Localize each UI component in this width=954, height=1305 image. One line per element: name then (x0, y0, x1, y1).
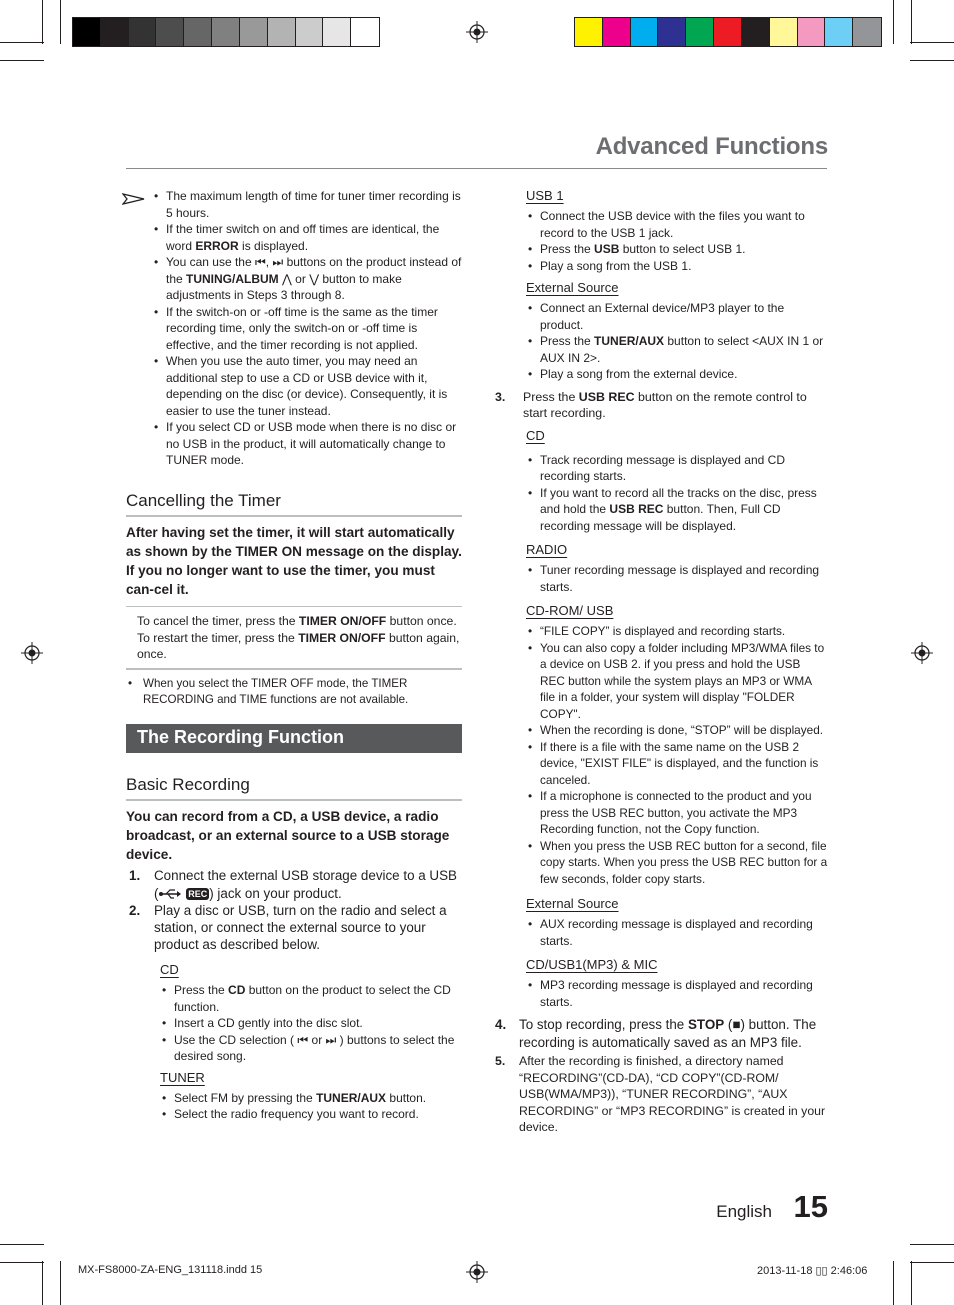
text: To stop recording, press the (519, 1017, 688, 1032)
color-swatch (323, 18, 351, 46)
basic-recording-intro: You can record from a CD, a USB device, a radio broadcast, or an external source to a USB storage device. (126, 809, 450, 862)
list-item: • “FILE COPY” is displayed and recording starts. (526, 623, 828, 640)
cancel-timer-section (126, 491, 462, 709)
list-item: • The maximum length of time for tuner timer recording is 5 hours. (152, 188, 464, 221)
process-color-bar (574, 17, 882, 47)
heading-divider (126, 515, 462, 517)
heading-divider (126, 799, 462, 801)
list-item: • Select FM by pressing the TUNER/AUX button. (160, 1090, 462, 1107)
text: button once. (386, 614, 457, 628)
source-label-tuner: TUNER (160, 1069, 205, 1085)
timer-notes-list (152, 188, 464, 469)
record-label-mic: CD/USB1(MP3) & MIC (526, 957, 658, 972)
step-3 (495, 389, 828, 422)
color-swatch (101, 18, 129, 46)
color-swatch (575, 18, 603, 46)
list-item: • You can use the ⏮, ⏭ buttons on the product instead of the TUNING/ALBUM ⋀ or ⋁ button to make adjustments in Steps 3 through 8. (152, 254, 464, 304)
color-swatch (686, 18, 714, 46)
note-pencil-icon (122, 192, 146, 206)
color-swatch (658, 18, 686, 46)
registration-mark-icon (466, 21, 488, 43)
color-swatch (184, 18, 212, 46)
color-swatch (73, 18, 101, 46)
record-label-cd: CD (526, 427, 545, 443)
list-item: • Use the CD selection ( ⏮ or ⏭ ) buttons to select the desired song. (160, 1032, 462, 1065)
list-item: • Press the USB button to select USB 1. (526, 241, 828, 258)
record-label-external: External Source (526, 896, 619, 911)
tuner-instructions (160, 1090, 462, 1123)
source-label-cd: CD (160, 962, 179, 977)
page-number: 15 (793, 1189, 828, 1224)
color-swatch (770, 18, 798, 46)
list-item: • If the switch-on or -off time is the same as the timer recording time, only the switch-on or -off time is effective, and the timer recording is not applied. (152, 304, 464, 354)
color-swatch (296, 18, 324, 46)
cancel-timer-instructions (126, 606, 462, 663)
text: (■) button. The recording is automatically saved as an MP3 file. (519, 1017, 817, 1050)
color-swatch (268, 18, 296, 46)
section-heading: Basic Recording (126, 775, 250, 794)
text: To restart the timer, press the (137, 630, 299, 645)
text: button again, once. (137, 630, 460, 661)
text: ) jack on your product. (209, 885, 342, 901)
cancel-timer-intro: After having set the timer, it will start automatically as shown by the TIMER ON message on the display. If you no longer want to use the timer, you must can-cel it. (126, 525, 462, 597)
basic-recording-section (126, 775, 462, 1123)
list-item: • When you select the TIMER OFF mode, the TIMER RECORDING and TIME functions are not available. (126, 676, 462, 709)
list-item: • When the recording is done, “STOP” will be displayed. (526, 722, 828, 739)
right-column (495, 188, 828, 1136)
color-swatch (212, 18, 240, 46)
record-cdrom-notes (526, 623, 828, 887)
list-item: • Play a song from the external device. (526, 366, 828, 383)
step-1 (126, 867, 462, 902)
step-2 (126, 902, 462, 953)
timer-button-name: TIMER ON/OFF (298, 614, 387, 628)
step-number: 3. (495, 389, 506, 404)
registration-mark-icon (911, 642, 933, 664)
step-number: 2. (129, 903, 141, 918)
list-item: • Insert a CD gently into the disc slot. (160, 1015, 462, 1032)
color-swatch (631, 18, 659, 46)
list-item: • If the timer switch on and off times are identical, the word ERROR is displayed. (152, 221, 464, 254)
color-swatch (351, 18, 379, 46)
cd-instructions (160, 982, 462, 1065)
step-number: 1. (129, 868, 141, 883)
record-cd-notes (526, 452, 828, 535)
record-mic-notes (526, 977, 828, 1010)
color-swatch (798, 18, 826, 46)
file-slug: MX-FS8000-ZA-ENG_131118.indd 15 (78, 1264, 263, 1276)
source-label-external: External Source (526, 280, 619, 295)
text: Connect the external USB storage device to a USB ( (154, 868, 457, 901)
list-item: • If you want to record all the tracks on the disc, press and hold the USB REC button. Then, Full CD recording message will be displayed. (526, 485, 828, 535)
section-heading: Cancelling the Timer (126, 491, 281, 510)
list-item: • Connect the USB device with the files you want to record to the USB 1 jack. (526, 208, 828, 241)
list-item: • If a microphone is connected to the product and you press the USB REC button, you activate the MP3 Recording function, not the Copy function. (526, 788, 828, 838)
list-item: • Press the CD button on the product to select the CD function. (160, 982, 462, 1015)
color-swatch (240, 18, 268, 46)
list-item: • Track recording message is displayed and CD recording starts. (526, 452, 828, 485)
step-4 (495, 1016, 828, 1051)
record-external-notes (526, 916, 828, 949)
list-item: • Connect an External device/MP3 player to the product. (526, 300, 828, 333)
list-item: • Select the radio frequency you want to record. (160, 1106, 462, 1123)
list-item: • AUX recording message is displayed and recording starts. (526, 916, 828, 949)
text: Press the USB REC button on the remote control to start recording. (523, 389, 807, 420)
color-swatch (129, 18, 157, 46)
usb-icon (158, 889, 182, 899)
color-swatch (853, 18, 881, 46)
color-swatch (714, 18, 742, 46)
color-swatch (603, 18, 631, 46)
list-item: • Press the TUNER/AUX button to select <AUX IN 1 or AUX IN 2>. (526, 333, 828, 366)
step-number: 5. (495, 1054, 506, 1068)
step-number: 4. (495, 1017, 507, 1032)
text: Play a disc or USB, turn on the radio and select a station, or connect the external source to your product as described below. (154, 903, 447, 952)
footer-language: English (716, 1202, 772, 1221)
record-radio-notes (526, 562, 828, 595)
list-item: • If there is a file with the same name on the USB 2 device, "EXIST FILE" is displayed, and the function is canceled. (526, 739, 828, 789)
header-divider (126, 168, 827, 169)
list-item: • Play a song from the USB 1. (526, 258, 828, 275)
external-instructions (526, 300, 828, 383)
registration-mark-icon (21, 642, 43, 664)
source-label-usb1: USB 1 (526, 188, 564, 203)
list-item: • You can also copy a folder including MP3/WMA files to a device on USB 2. if you press and hold the USB REC button while the system plays an MP3 or WMA file in a folder, your system will display "FOLDER COPY". (526, 640, 828, 723)
grayscale-color-bar (72, 17, 380, 47)
date-slug: 2013-11-18 ▯▯ 2:46:06 (757, 1265, 868, 1277)
list-item: • When you press the USB REC button for a second, file copy starts. When you press the USB REC button for a few seconds, folder copy starts. (526, 838, 828, 888)
registration-mark-icon (466, 1261, 488, 1283)
timer-button-name: TIMER ON/OFF (298, 630, 386, 645)
record-label-cdrom-usb: CD-ROM/ USB (526, 603, 614, 618)
step-5 (495, 1053, 828, 1136)
recording-function-banner: The Recording Function (126, 724, 462, 753)
text: After the recording is finished, a directory named “RECORDING”(CD-DA), “CD COPY”(CD-ROM/ USB(WMA/MP3)), “TUNER RECORDING”, “AUX RECORDING” or “MP3 RECORDING” is created in your device. (519, 1054, 826, 1134)
record-label-radio: RADIO (526, 542, 568, 557)
list-item: • MP3 recording message is displayed and recording starts. (526, 977, 828, 1010)
list-item: • If you select CD or USB mode when there is no disc or no USB in the product, it will automatically change to TUNER mode. (152, 419, 464, 469)
list-item: • When you use the auto timer, you may need an additional step to use a CD or USB device with it, depending on the disc (or device). Consequently, it is easier to use the tuner instead. (152, 353, 464, 419)
usb1-instructions (526, 208, 828, 274)
list-item: • Tuner recording message is displayed and recording starts. (526, 562, 828, 595)
color-swatch (156, 18, 184, 46)
page-section-title: Advanced Functions (595, 133, 828, 160)
color-swatch (742, 18, 770, 46)
rec-badge: REC (188, 888, 208, 899)
text: To cancel the timer, press the (137, 614, 299, 628)
stop-button-name: STOP (687, 1017, 725, 1032)
color-swatch (825, 18, 853, 46)
